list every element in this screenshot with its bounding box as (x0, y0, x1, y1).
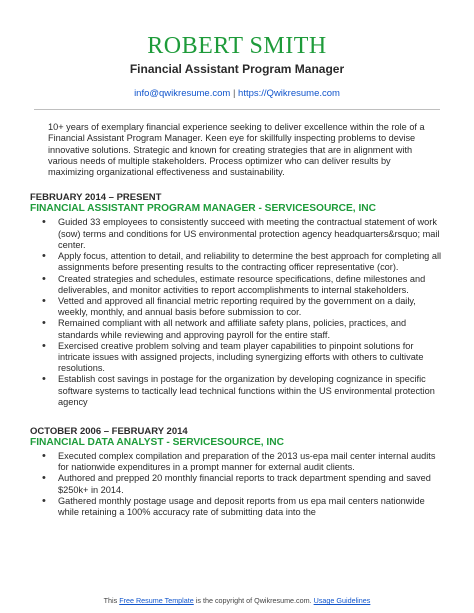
job-dates: OCTOBER 2006 – FEBRUARY 2014 (30, 425, 188, 437)
job-entry (30, 192, 444, 407)
job-bullets (30, 217, 444, 407)
copyright-footer (0, 596, 474, 606)
free-resume-template-link[interactable]: Free Resume Template (119, 596, 194, 605)
website-link[interactable]: https://Qwikresume.com (238, 88, 340, 99)
bullet-item: • Authored and prepped 20 monthly financial reports to track department spending and saved $250k+ in 2014. (40, 473, 444, 495)
job-entry (30, 426, 444, 518)
bullet-item: • Guided 33 employees to consistently succeed with meeting the contractual statement of work (sow) terms and conditions for US environmental protection agency headquarters&rsquo; mail center. (40, 217, 444, 251)
job-dates: FEBRUARY 2014 – PRESENT (30, 192, 162, 204)
job-bullets (30, 451, 444, 518)
bullet-item: • Exercised creative problem solving and team player capabilities to pinpoint solutions for intricate issues with assigned projects, including synergizing efforts with others to cultivate resolutions. (40, 341, 444, 375)
job-role: FINANCIAL DATA ANALYST - SERVICESOURCE, INC (30, 436, 284, 448)
bullet-item: • Vetted and approved all financial metric reporting required by the government on a daily, weekly, monthly, and annual basis before submission to cor. (40, 296, 444, 318)
footer-text-mid: is the copyright of Qwikresume.com. (195, 596, 312, 605)
bullet-item: • Created strategies and schedules, estimate resource specifications, define milestones and deliverables, and monitor activities to report accomplishments to internal stakeholders. (40, 274, 444, 296)
summary-paragraph: 10+ years of exemplary financial experience seeking to deliver excellence within the role of a Financial Assistant Program Manager. Keen eye for skillfully inspecting problems to devise innovative solutions. Strategic and known for creating strategies that are in alignment with various needs of multiple stakeholders. Process optimizer who can deliver results by maximizing organizational effectiveness and sustainability. (48, 122, 425, 178)
footer-text-pre: This (103, 596, 118, 605)
bullet-item: • Executed complex compilation and preparation of the 2013 us-epa mail center internal audits for nationwide expenditures in a prompt manner for external audit clients. (40, 451, 444, 473)
bullet-item: • Establish cost savings in postage for the organization by developing cognizance in specific software systems to tactically lead technical functions within the US environmental protection agency (40, 374, 444, 408)
header-divider (34, 109, 440, 110)
job-role: FINANCIAL ASSISTANT PROGRAM MANAGER - SERVICESOURCE, INC (30, 203, 377, 215)
contact-line (0, 88, 474, 100)
bullet-item: • Gathered monthly postage usage and deposit reports from us epa mail centers nationwide while retaining a 100% accuracy rate of submitting data into the (40, 496, 444, 518)
resume-header (0, 0, 474, 100)
bullet-item: • Apply focus, attention to detail, and reliability to determine the best approach for completing all assignments before presenting results to the contracting officer representative (cor). (40, 251, 444, 273)
contact-separator: | (232, 88, 236, 99)
candidate-name: ROBERT SMITH (147, 33, 327, 59)
usage-guidelines-link[interactable]: Usage Guidelines (313, 596, 371, 605)
candidate-title: Financial Assistant Program Manager (129, 62, 345, 76)
bullet-item: • Remained compliant with all network and affiliate safety plans, policies, practices, and standards while reviewing and approving payroll for the entire staff. (40, 318, 444, 340)
email-link[interactable]: info@qwikresume.com (134, 88, 231, 99)
